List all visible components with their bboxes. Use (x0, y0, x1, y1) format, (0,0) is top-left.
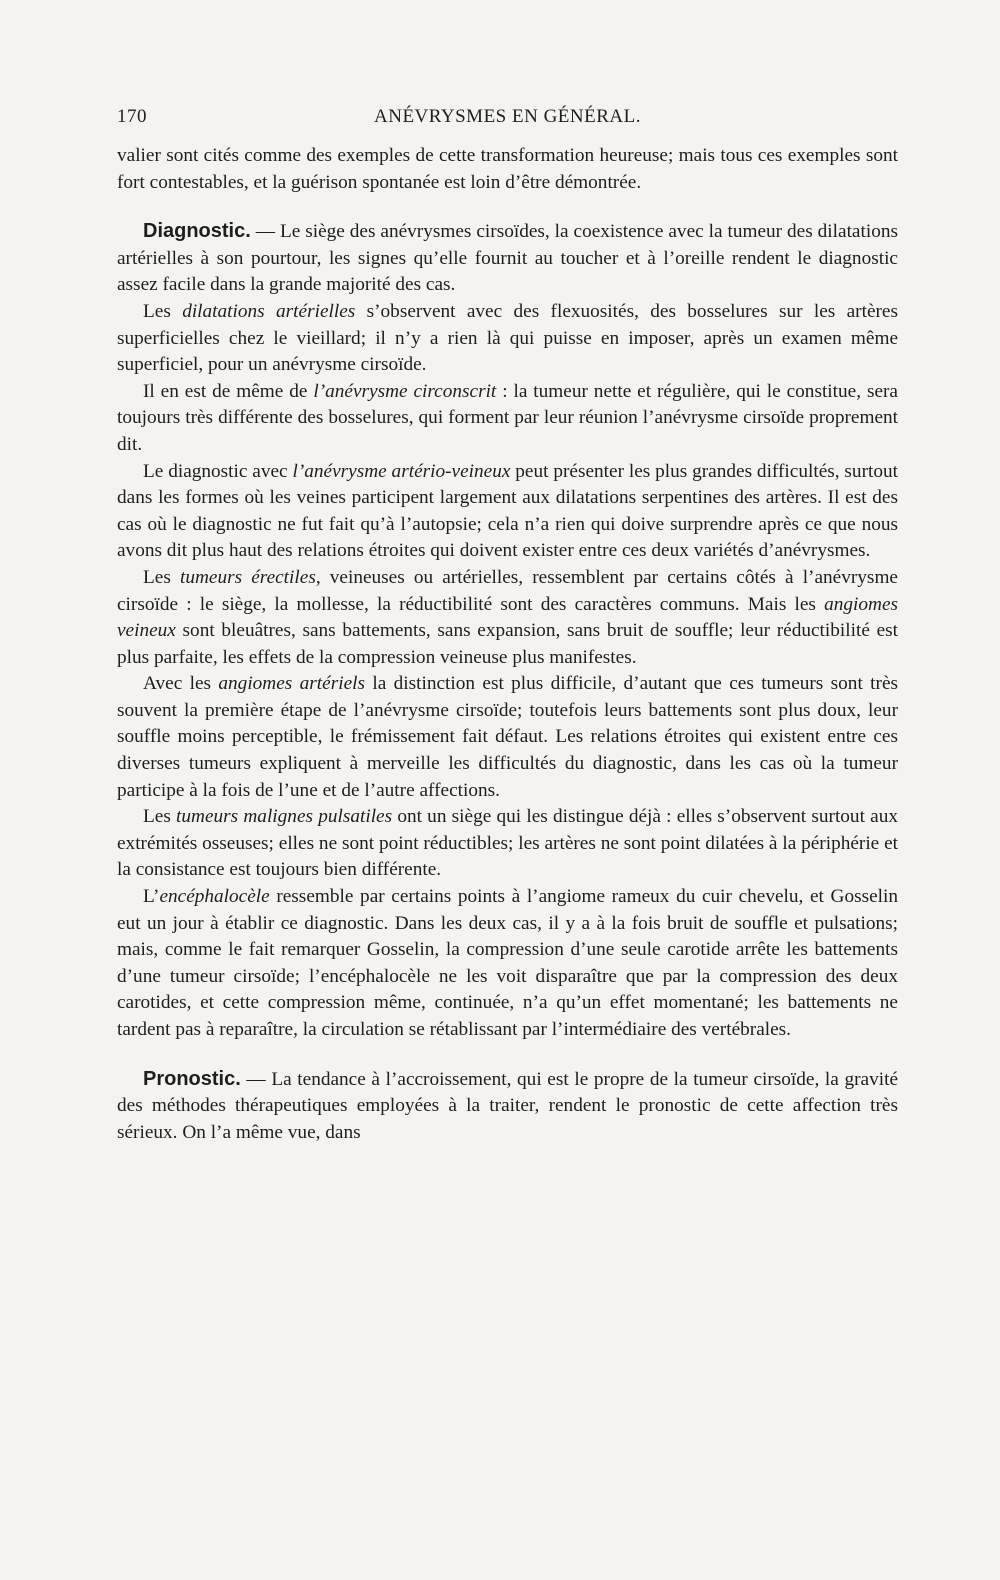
text-segment: valier sont cités comme des exemples de cette transformation heureuse; mais tous ces exemples sont fort contestables, et la guérison spontanée est loin d’être démontrée. (117, 145, 898, 193)
paragraph (117, 459, 898, 565)
paragraph-continuation (117, 143, 898, 196)
page-header (117, 106, 898, 136)
text-segment: peut présenter les plus grandes difficultés, surtout dans les formes où les veines participent largement aux dilatations serpentines des artères. Il est des cas où le diagnostic ne fut fait qu’à l’autopsie; cela n’a rien qui doive surprendre après ce que nous avons dit plus haut des relations étroites qui doivent exister entre ces deux variétés d’anévrysmes. (117, 460, 898, 562)
italic-term: l’anévrysme circonscrit (313, 380, 497, 402)
text-segment: la distinction est plus difficile, d’autant que ces tumeurs sont très souvent la première étape de l’anévrysme cirsoïde; toutefois leurs battements sont plus doux, leur souffle moins perceptible, le frémissement fait défaut. Les relations étroites qui existent entre ces diverses tumeurs expliquent à merveille les difficultés du diagnostic, dans les cas où la tumeur participe à la fois de l’une et de l’autre affections. (117, 673, 899, 801)
text-segment: , veineuses ou artérielles, ressemblent par certains côtés à l’anévrysme cirsoïde : le siège, la mollesse, la réductibilité sont des caractères communs. Mais les (117, 566, 898, 615)
text-segment: — Le siège des anévrysmes cirsoïdes, la coexistence avec la tumeur des dilatations artérielles à son pourtour, les signes qu’elle fournit au toucher et à l’oreille rendent le diagnostic assez facile dans la grande majorité des cas. (117, 221, 898, 296)
section-heading-pronostic: Pronostic. (143, 1067, 241, 1090)
paragraph (117, 379, 898, 459)
text-segment: Les (143, 566, 180, 588)
paragraph-pronostic (117, 1066, 898, 1147)
text-segment: sont bleuâtres, sans battements, sans expansion, sans bruit de souffle; leur réductibilité est plus parfaite, les effets de la compression veineuse plus manifestes. (117, 620, 898, 668)
running-title: ANÉVRYSMES EN GÉNÉRAL. (374, 106, 641, 127)
section-heading-diagnostic: Diagnostic. (143, 220, 251, 243)
italic-term: dilatations artérielles (182, 300, 356, 322)
text-segment: Les (143, 300, 183, 322)
paragraph (117, 565, 898, 671)
paragraph (117, 804, 898, 884)
paragraph (117, 884, 898, 1044)
italic-term: tumeurs érectiles (179, 566, 316, 588)
text-segment: Les (143, 806, 177, 828)
paragraph (117, 671, 898, 804)
text-segment: — La tendance à l’accroissement, qui est le propre de la tumeur cirsoïde, la gravité des méthodes thérapeutiques employées à la traiter, rendent le pronostic de cette affection très sérieux. On l’a même vue, dans (117, 1068, 898, 1143)
italic-term: encéphalocèle (159, 886, 270, 908)
text-segment: Avec les (143, 673, 219, 695)
text-segment: ont un siège qui les distingue déjà : elles s’observent surtout aux extrémités osseuses; elles ne sont point réductibles; les artères ne sont point dilatées à la périphérie et la consistance est toujours bien différente. (117, 806, 898, 881)
text-segment: : la tumeur nette et régulière, qui le constitue, sera toujours très différente des bosselures, qui forment par leur réunion l’anévrysme cirsoïde proprement dit. (117, 380, 898, 455)
text-segment: s’observent avec des flexuosités, des bosselures sur les artères superficielles chez le vieillard; il n’y a rien là qui puisse en imposer, après un examen même superficiel, pour un anévrysme cirsoïde. (117, 300, 898, 376)
paragraph-diagnostic (117, 218, 898, 299)
text-segment: ressemble par certains points à l’angiome rameux du cuir chevelu, et Gosselin eut un jour à établir ce diagnostic. Dans les deux cas, il y a à la fois bruit de souffle et pulsations; mais, comme le fait remarquer Gosselin, la compression d’une seule carotide arrête les battements d’une tumeur cirsoïde; l’encéphalocèle ne les voit disparaître que par la compression des deux carotides, et cette compression même, continuée, n’a qu’un effet momentané; les battements ne tardent pas à reparaître, la circulation se rétablissant par l’intermédiaire des vertébrales. (117, 886, 898, 1040)
page-number: 170 (117, 106, 147, 127)
italic-term: angiomes artériels (218, 673, 365, 695)
italic-term: tumeurs malignes pulsatiles (176, 806, 393, 828)
text-segment: L’ (143, 886, 160, 908)
italic-term: l’anévrysme artério-veineux (292, 460, 511, 482)
paragraph (117, 299, 898, 379)
italic-term: angiomes veineux (117, 593, 898, 642)
body-text (117, 143, 898, 1146)
text-segment: Le diagnostic avec (143, 460, 293, 482)
text-segment: Il en est de même de (143, 380, 314, 402)
